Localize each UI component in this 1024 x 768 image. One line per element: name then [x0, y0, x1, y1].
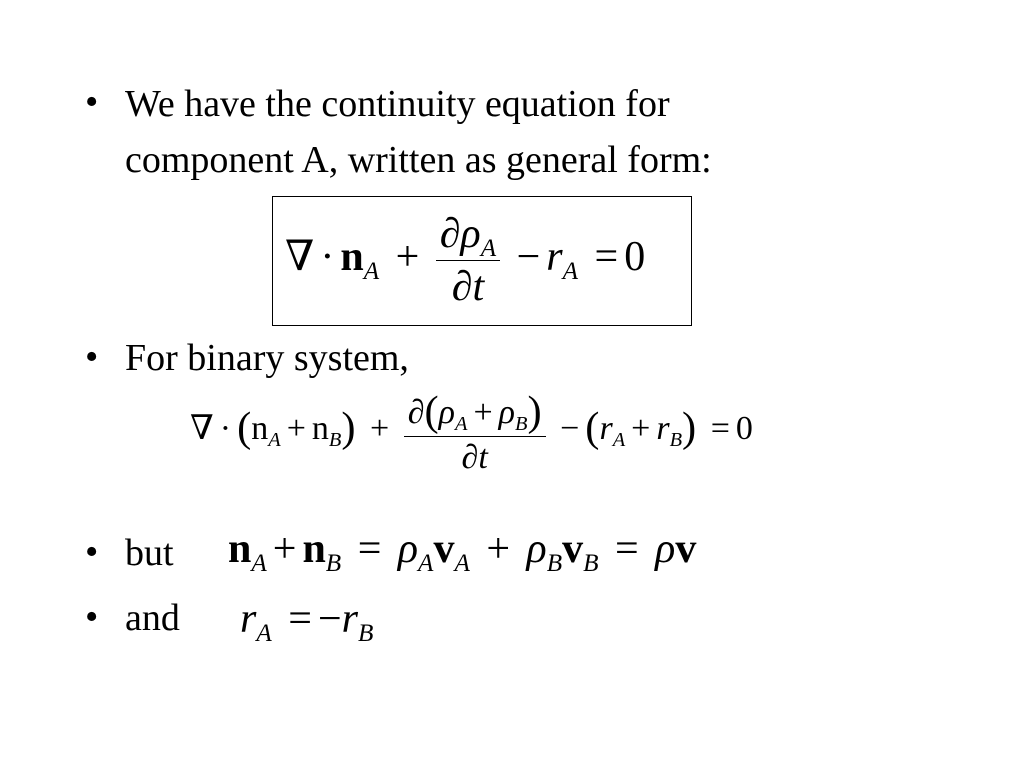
reaction-rate-equation: $r_A = -r_B$	[240, 596, 374, 647]
flux-sum-equation: $n_A + n_B = \rho_Av_A + \rho_Bv_B = \rho v$	[228, 526, 697, 577]
bullet-3-text: but	[125, 532, 174, 574]
continuity-equation-general: ∇ · $n_A$ + $\frac{\partial\rho_A}{\partial t}$ − $r_A = 0$	[285, 211, 646, 310]
fraction-drhoA-dt: $\frac{\partial\rho_A}{\partial t}$	[436, 210, 500, 311]
bullet-dot-2: •	[85, 336, 99, 378]
bullet-1-text	[125, 76, 712, 188]
continuity-equation-binary: ∇ · $(n_A + n_B)$ + $\frac{\partial(\rho_A + \rho_B)}{\partial t}$ − $(r_A + r_B) = 0$	[190, 385, 753, 477]
bullet-2-text: For binary system,	[125, 337, 409, 379]
nabla-symbol: ∇	[285, 234, 315, 281]
bullet-dot-3: •	[85, 531, 99, 573]
bullet-dot-4: •	[85, 596, 99, 638]
bullet-1-line1: We have the continuity equation for	[125, 83, 670, 125]
fraction-drho-dt: $\frac{\partial(\rho_A + \rho_B)}{\partial t}$	[404, 385, 546, 477]
bullet-1-line2: component A, written as general form:	[125, 139, 712, 181]
bullet-dot-1: •	[85, 81, 99, 123]
bullet-4-text: and	[125, 597, 180, 639]
